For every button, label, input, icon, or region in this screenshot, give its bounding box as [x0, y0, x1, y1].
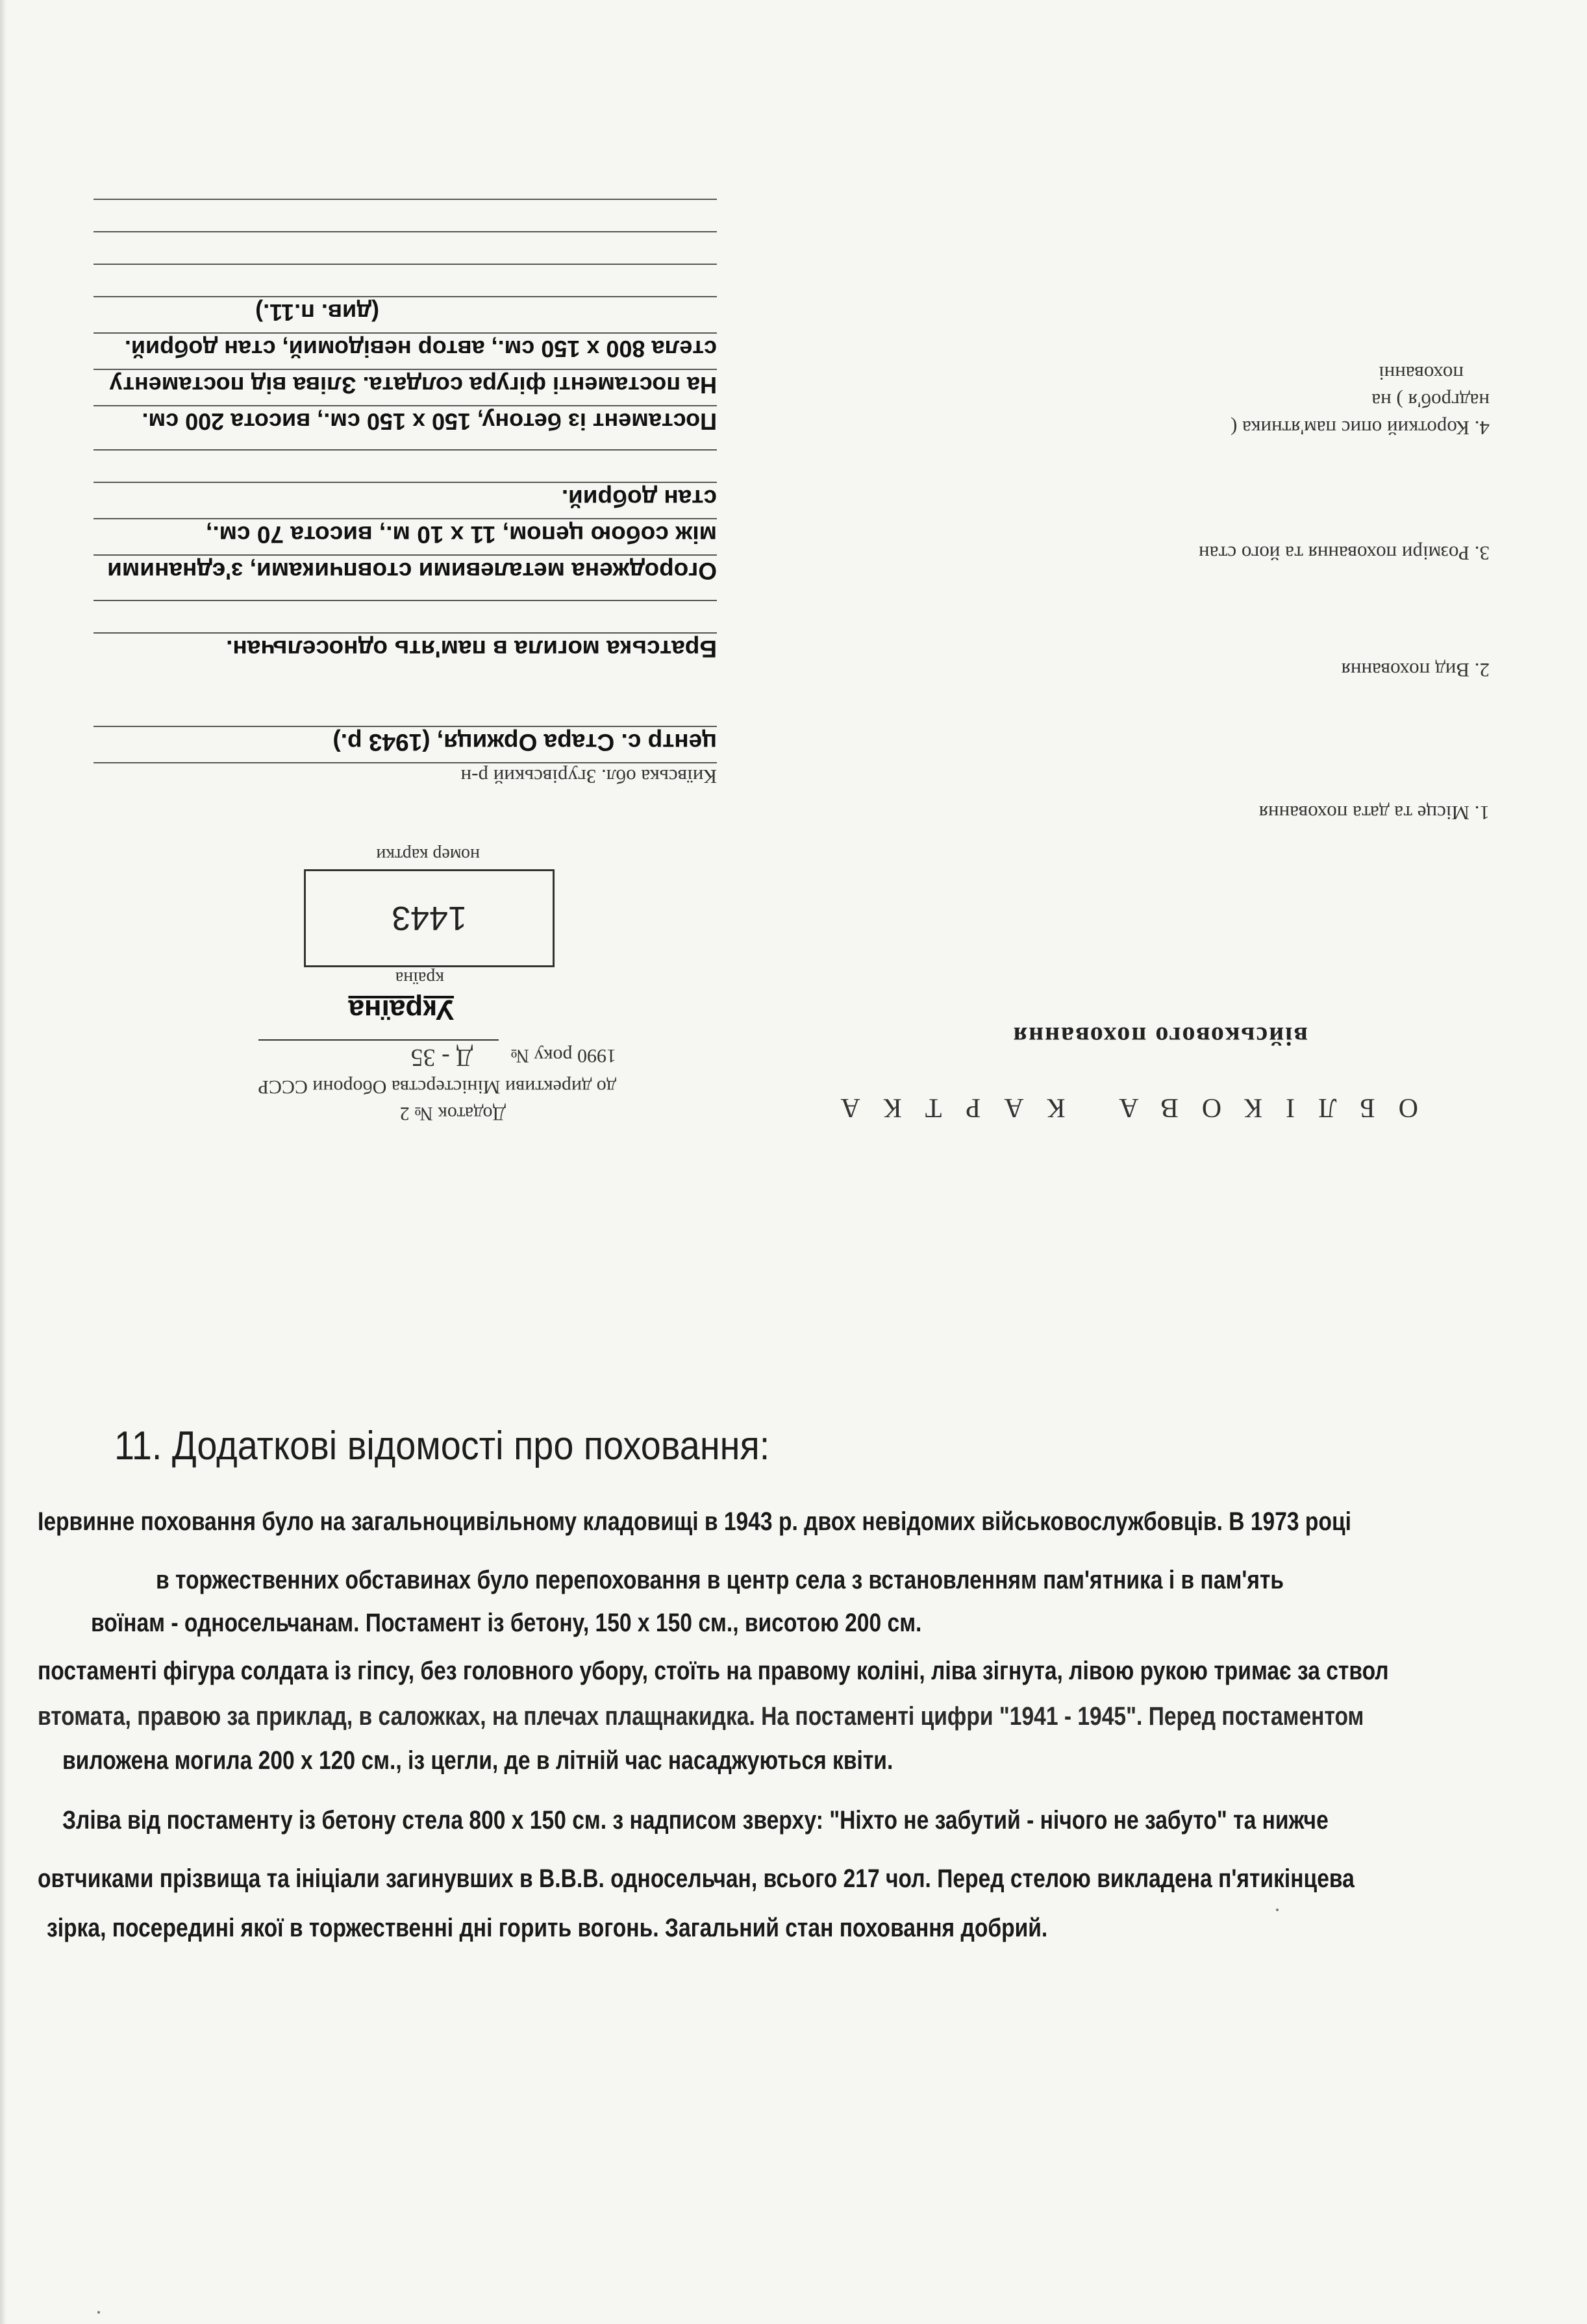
- additional-paragraph-7: Зліва від постаменту із бетону стела 800 х 150 см. з надписом зверху: "Ніхто не забутий - нічого не забуто" та нижче: [62, 1806, 1329, 1835]
- appendix-year: 1990 року №: [510, 1045, 616, 1067]
- field-4-row-3: [94, 332, 717, 369]
- additional-paragraph-3: воїнам - односельчанам. Постамент із бетону, 150 х 150 см., висотою 200 см.: [91, 1609, 922, 1637]
- field-4-label-line-1: 4. Короткий опис пам'ятника ( надгроб'я ) на: [1231, 389, 1490, 439]
- field-3-line-1: Огороджена металевими стовпчиками, з'єднаними: [107, 558, 717, 584]
- field-4-line-1: Постамент із бетону, 150 х 150 см., висота 200 см.: [142, 408, 717, 435]
- field-3-line-3: стан добрий.: [561, 485, 717, 512]
- scan-speck: [1276, 1909, 1279, 1911]
- country-value: Україна: [348, 994, 454, 1026]
- country-caption: країна: [395, 968, 444, 988]
- field-2-row-blank: [94, 600, 717, 632]
- field-3-line-2: між собою цепом, 11 х 10 м., висота 70 см.,: [206, 521, 717, 548]
- appendix-block: [227, 1039, 616, 1126]
- additional-info-title: 11. Додаткові відомості про поховання:: [114, 1424, 770, 1468]
- field-4-line-2: На постаменті фігура солдата. Зліва від постаменту: [109, 372, 717, 399]
- field-4-row-blank-2: [94, 231, 717, 264]
- additional-paragraph-6: виложена могила 200 х 120 см., із цегли, де в літній час насаджуються квіти.: [62, 1746, 893, 1775]
- appendix-line-2: до директиви Міністерства Оборони СССР: [258, 1076, 616, 1098]
- field-4-line-4: (див. п.11.): [255, 299, 379, 326]
- appendix-doc-line: [227, 1039, 616, 1074]
- field-3-row-2: [94, 518, 717, 554]
- appendix-line-1: Додаток № 2: [399, 1103, 506, 1124]
- additional-paragraph-8: овтчиками прізвища та ініціали загинувших в В.В.В. односельчан, всього 217 чол. Перед стелою викладена п'ятикінцева: [38, 1864, 1355, 1893]
- field-3-row-3: [94, 482, 717, 518]
- field-4-label-line-2: похованні: [1379, 362, 1464, 386]
- scan-speck: [97, 2311, 100, 2314]
- appendix-number: Д - 35: [258, 1039, 499, 1074]
- field-3-row-1: [94, 554, 717, 591]
- field-1-label: 1. Місце та дата поховання: [1258, 802, 1490, 824]
- field-1-line-2: центр с. Стара Оржиця, (1943 р.): [332, 729, 717, 756]
- field-2-row-1: [94, 632, 717, 669]
- field-1-line-1: Київська обл. Згурівський р-н: [460, 765, 717, 788]
- field-4-row-blank-1: [94, 264, 717, 296]
- field-4-answer: [94, 199, 717, 441]
- card-subtitle: військового поховання: [1012, 1022, 1308, 1051]
- additional-paragraph-9: зірка, посередині якої в торжественні дні горить вогонь. Загальний стан поховання добрий.: [47, 1914, 1048, 1942]
- card-number-caption: номер картки: [376, 845, 480, 865]
- additional-paragraph-4: постаменті фігура солдата із гіпсу, без головного убору, стоїть на правому коліні, ліва зігнута, лівою рукою тримає за ствол: [38, 1657, 1389, 1685]
- field-1-answer: [94, 726, 717, 798]
- field-4-row-1: [94, 405, 717, 441]
- field-4-line-3: стела 800 х 150 см., автор невідомий, стан добрий.: [124, 336, 717, 362]
- card-number-box: 1443: [304, 869, 555, 967]
- field-3-row-blank: [94, 449, 717, 482]
- field-4-row-blank-3: [94, 199, 717, 231]
- field-2-answer: [94, 600, 717, 669]
- field-4-row-2: [94, 369, 717, 405]
- field-2-label: 2. Вид поховання: [1341, 659, 1490, 682]
- additional-paragraph-1: Іервинне поховання було на загальноцивільному кладовищі в 1943 р. двох невідомих військовослужбовців. В 1973 році: [38, 1507, 1351, 1536]
- field-1-row-2: [94, 726, 717, 762]
- field-2-line-1: Братська могила в пам'ять односельчан.: [226, 636, 717, 662]
- additional-paragraph-5: втомата, правою за приклад, в саложках, на плечах плащнакидка. На постаменті цифри "1941 - 1945". Перед постаментом: [38, 1702, 1364, 1731]
- field-1-row-1: [94, 762, 717, 798]
- field-3-answer: [94, 449, 717, 591]
- card-title: ОБЛІКОВА КАРТКА: [817, 1093, 1418, 1122]
- field-4-row-4: [94, 296, 717, 332]
- field-4-label: [1152, 360, 1490, 441]
- additional-paragraph-2: в торжественних обставинах було перепоховання в центр села з встановленням пам'ятника і в пам'ять: [156, 1566, 1284, 1594]
- field-3-label: 3. Розміри поховання та його стан: [1199, 542, 1490, 565]
